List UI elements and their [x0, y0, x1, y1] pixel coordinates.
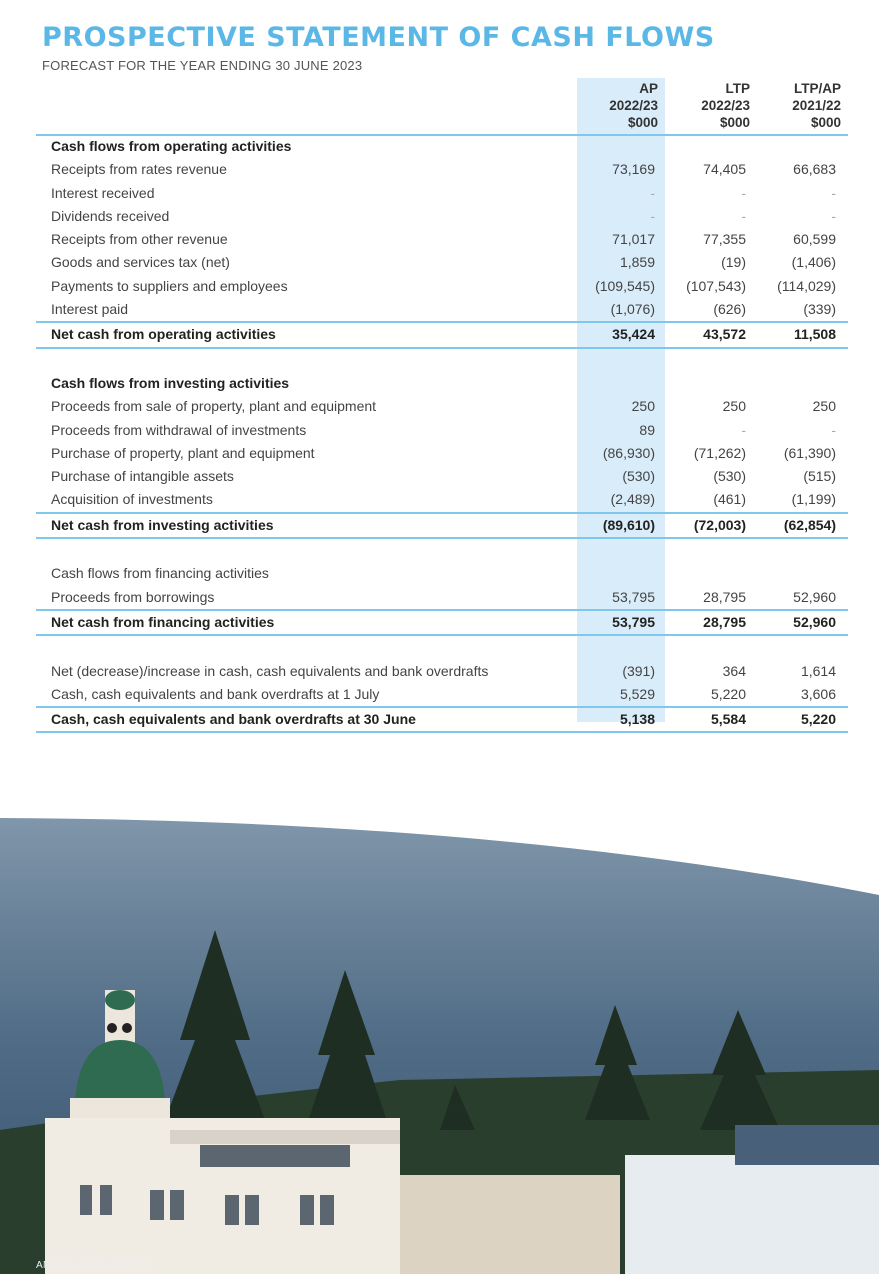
cell-prev: 250: [812, 398, 836, 415]
table-row: [36, 586, 848, 609]
cell-ltp: -: [741, 184, 746, 201]
row-label: Interest received: [51, 184, 155, 201]
table-row: [36, 298, 848, 321]
cell-ltp: 77,355: [703, 231, 746, 248]
row-label: Cash flows from investing activities: [51, 374, 290, 391]
row-label: Purchase of property, plant and equipment: [51, 444, 315, 461]
napier-seaside-photo: [0, 800, 879, 1274]
table-row: [36, 706, 848, 733]
table-row: [36, 636, 848, 659]
cell-prev: (515): [803, 468, 836, 485]
table-row: [36, 488, 848, 511]
cell-ltp: (71,262): [693, 444, 746, 461]
row-label: Net (decrease)/increase in cash, cash equivalents and bank overdrafts: [51, 662, 489, 679]
cell-ltp: 250: [722, 398, 746, 415]
table-row: [36, 442, 848, 465]
cell-ap: 53,795: [612, 588, 655, 605]
cell-ap: (2,489): [610, 491, 655, 508]
cell-ltp: 5,220: [710, 685, 746, 702]
cell-ap: 1,859: [619, 254, 655, 271]
table-row: [36, 539, 848, 562]
row-label: Receipts from other revenue: [51, 231, 228, 248]
row-label: Proceeds from sale of property, plant and equipment: [51, 398, 377, 415]
row-label: Proceeds from withdrawal of investments: [51, 421, 307, 438]
cell-ap: (391): [622, 662, 655, 679]
row-label: Cash, cash equivalents and bank overdrafts at 30 June: [51, 711, 416, 728]
row-label: Interest paid: [51, 301, 129, 318]
cell-ap: (530): [622, 468, 655, 485]
footer-label: ANNUAL PLAN 2022/23: [36, 1260, 150, 1271]
row-label: Purchase of intangible assets: [51, 468, 234, 485]
table-row: [36, 275, 848, 298]
table-row: [36, 683, 848, 706]
cell-ltp: 74,405: [703, 161, 746, 178]
row-label: Cash, cash equivalents and bank overdrafts at 1 July: [51, 685, 380, 702]
cell-prev: -: [831, 184, 836, 201]
cell-ap: 35,424: [612, 326, 655, 343]
cell-prev: (114,029): [777, 277, 836, 294]
table-row: [36, 135, 848, 158]
cell-prev: 60,599: [793, 231, 836, 248]
row-label: Dividends received: [51, 207, 170, 224]
cell-prev: (61,390): [783, 444, 836, 461]
table-row: [36, 158, 848, 181]
row-label: Net cash from financing activities: [51, 613, 275, 630]
row-label: Payments to suppliers and employees: [51, 277, 288, 294]
table-row: [36, 321, 848, 348]
table-row: [36, 609, 848, 636]
row-label: Net cash from operating activities: [51, 326, 276, 343]
cell-ltp: 364: [722, 662, 746, 679]
cell-ap: 89: [639, 421, 655, 438]
cell-ap: -: [650, 207, 655, 224]
table-row: [36, 349, 848, 372]
row-label: Proceeds from borrowings: [51, 588, 215, 605]
cell-ap: (89,610): [602, 516, 655, 533]
cell-prev: (1,406): [791, 254, 836, 271]
table-row: [36, 512, 848, 539]
cell-ltp: 43,572: [703, 326, 746, 343]
cell-prev: (339): [803, 301, 836, 318]
cell-ap: (1,076): [610, 301, 655, 318]
cell-ltp: -: [741, 207, 746, 224]
cell-prev: 66,683: [793, 161, 836, 178]
row-label: Cash flows from financing activities: [51, 565, 269, 582]
cell-prev: -: [831, 207, 836, 224]
cell-prev: (62,854): [783, 516, 836, 533]
table-row: [36, 182, 848, 205]
column-header-ap: AP 2022/23 $000: [609, 81, 658, 130]
cell-ltp: 28,795: [703, 588, 746, 605]
table-row: [36, 465, 848, 488]
cell-prev: 5,220: [800, 711, 836, 728]
cell-ap: 53,795: [612, 613, 655, 630]
column-header-ltp-ap: LTP/AP 2021/22 $000: [792, 81, 841, 130]
cell-ltp: (626): [713, 301, 746, 318]
table-row: [36, 660, 848, 683]
cell-ltp: 28,795: [703, 613, 746, 630]
cell-ltp: 5,584: [710, 711, 746, 728]
cell-ltp: (19): [721, 254, 746, 271]
cell-ap: 250: [631, 398, 655, 415]
table-row: [36, 562, 848, 585]
column-header-ltp: LTP 2022/23 $000: [701, 81, 750, 130]
cell-ap: 5,138: [619, 711, 655, 728]
table-row: [36, 251, 848, 274]
cell-prev: (1,199): [791, 491, 836, 508]
cell-prev: 52,960: [793, 588, 836, 605]
cell-prev: 3,606: [800, 685, 836, 702]
table-row: [36, 395, 848, 418]
cell-ltp: -: [741, 421, 746, 438]
cell-prev: 11,508: [793, 326, 836, 343]
cell-ap: 71,017: [612, 231, 655, 248]
cell-ltp: (461): [713, 491, 746, 508]
cell-prev: -: [831, 421, 836, 438]
cell-ap: 5,529: [619, 685, 655, 702]
row-label: Net cash from investing activities: [51, 516, 274, 533]
table-row: [36, 419, 848, 442]
table-row: [36, 372, 848, 395]
row-label: Receipts from rates revenue: [51, 161, 227, 178]
cell-prev: 1,614: [800, 662, 836, 679]
row-label: Cash flows from operating activities: [51, 138, 292, 154]
cell-ap: (86,930): [602, 444, 655, 461]
page-title: PROSPECTIVE STATEMENT OF CASH FLOWS: [42, 22, 715, 53]
table-row: [36, 205, 848, 228]
cell-ap: -: [650, 184, 655, 201]
page-subtitle: FORECAST FOR THE YEAR ENDING 30 JUNE 2023: [42, 58, 363, 73]
cell-prev: 52,960: [793, 613, 836, 630]
cash-flow-table: [36, 135, 848, 733]
row-label: Acquisition of investments: [51, 491, 213, 508]
cell-ap: (109,545): [595, 277, 655, 294]
table-row: [36, 228, 848, 251]
row-label: Goods and services tax (net): [51, 254, 230, 271]
cell-ap: 73,169: [612, 161, 655, 178]
cell-ltp: (530): [713, 468, 746, 485]
cell-ltp: (107,543): [686, 277, 746, 294]
cell-ltp: (72,003): [693, 516, 746, 533]
